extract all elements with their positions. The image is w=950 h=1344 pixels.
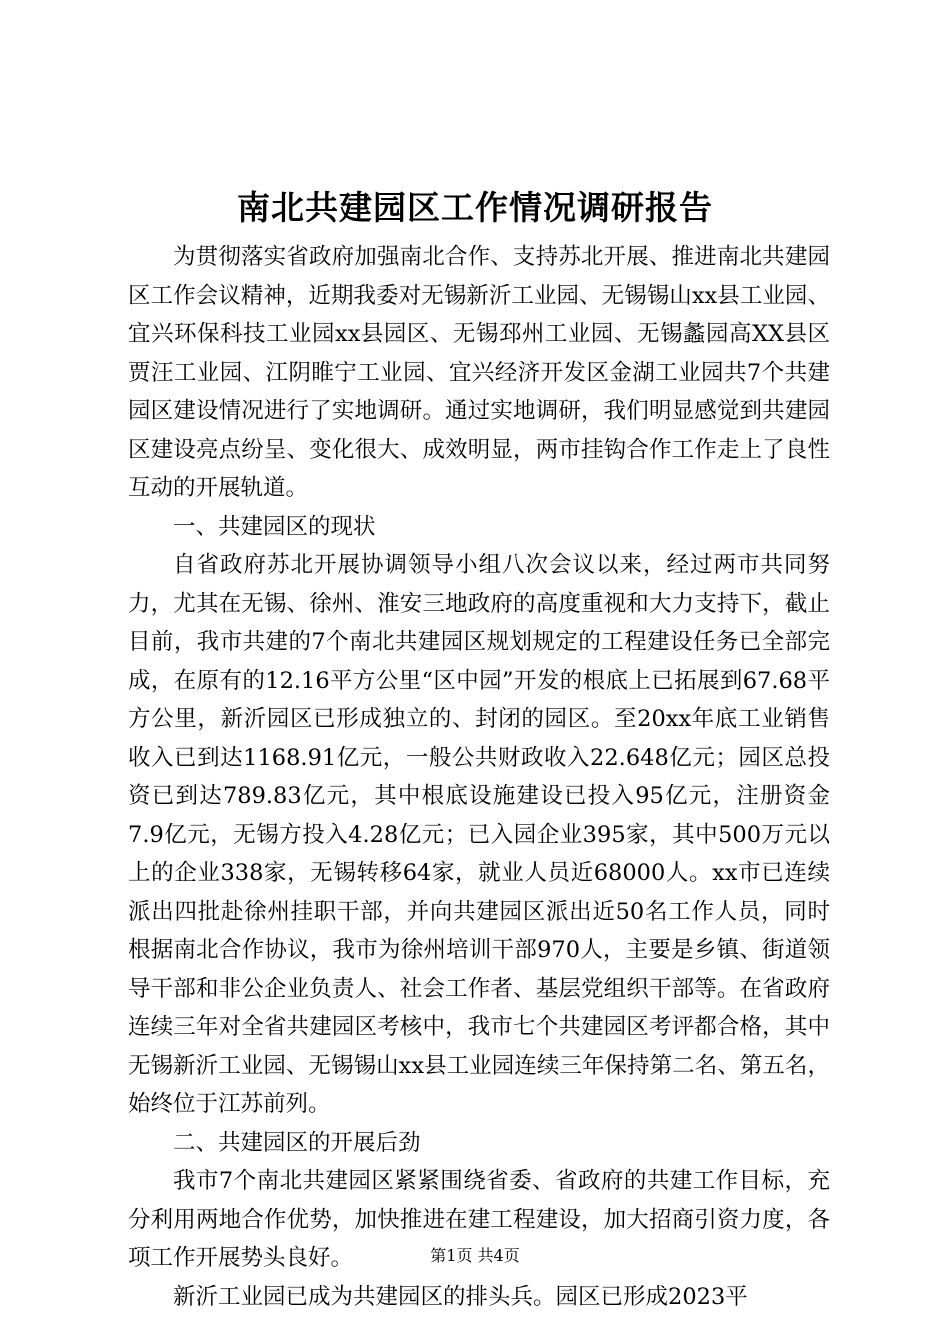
section-heading-momentum: 二、共建园区的开展后劲 [173,1129,421,1156]
section-heading-status: 一、共建园区的现状 [173,513,376,540]
paragraph-intro: 为贯彻落实省政府加强南北合作、支持苏北开展、推进南北共建园区工作会议精神，近期我委对无锡新沂工业园、无锡锡山xx县工业园、宜兴环保科技工业园xx县园区、无锡邳州工业园、无锡蠡园高XX县区贾汪工业园、江阴睢宁工业园、宜兴经济开发区金湖工业园共7个共建园区建设情况进行了实地调研。通过实地调研，我们明显感觉到共建园区建设亮点纷呈、变化很大、成效明显，两市挂钩合作工作走上了良性互动的开展轨道。 [128,244,830,501]
document-title: 南北共建园区工作情况调研报告 [237,188,713,227]
paragraph-momentum: 我市7个南北共建园区紧紧围绕省委、省政府的共建工作目标，充分利用两地合作优势，加快推进在建工程建设，加大招商引资力度，各项工作开展势头良好。 [128,1168,830,1271]
paragraph-xinyi: 新沂工业园已成为共建园区的排头兵。园区已形成2023平 [173,1283,748,1310]
paragraph-status: 自省政府苏北开展协调领导小组八次会议以来，经过两市共同努力，尤其在无锡、徐州、淮安三地政府的高度重视和大力支持下，截止目前，我市共建的7个南北共建园区规划规定的工程建设任务已全部完成，在原有的12.16平方公里“区中园”开发的根底上已拓展到67.68平方公里，新沂园区已形成独立的、封闭的园区。至20xx年底工业销售收入已到达1168.91亿元，一般公共财政收入22.648亿元；园区总投资已到达789.83亿元，其中根底设施建设已投入95亿元，注册资金7.9亿元，无锡方投入4.28亿元；已入园企业395家，其中500万元以上的企业338家，无锡转移64家，就业人员近68000人。xx市已连续派出四批赴徐州挂职干部，并向共建园区派出近50名工作人员，同时根据南北合作协议，我市为徐州培训干部970人，主要是乡镇、街道领导干部和非公企业负责人、社会工作者、基层党组织干部等。在省政府连续三年对全省共建园区考核中，我市七个共建园区考评都合格，其中无锡新沂工业园、无锡锡山xx县工业园连续三年保持第二名、第五名，始终位于江苏前列。 [128,552,830,1117]
page-footer: 第1页 共4页 [430,1246,520,1265]
document-body [128,238,830,1316]
